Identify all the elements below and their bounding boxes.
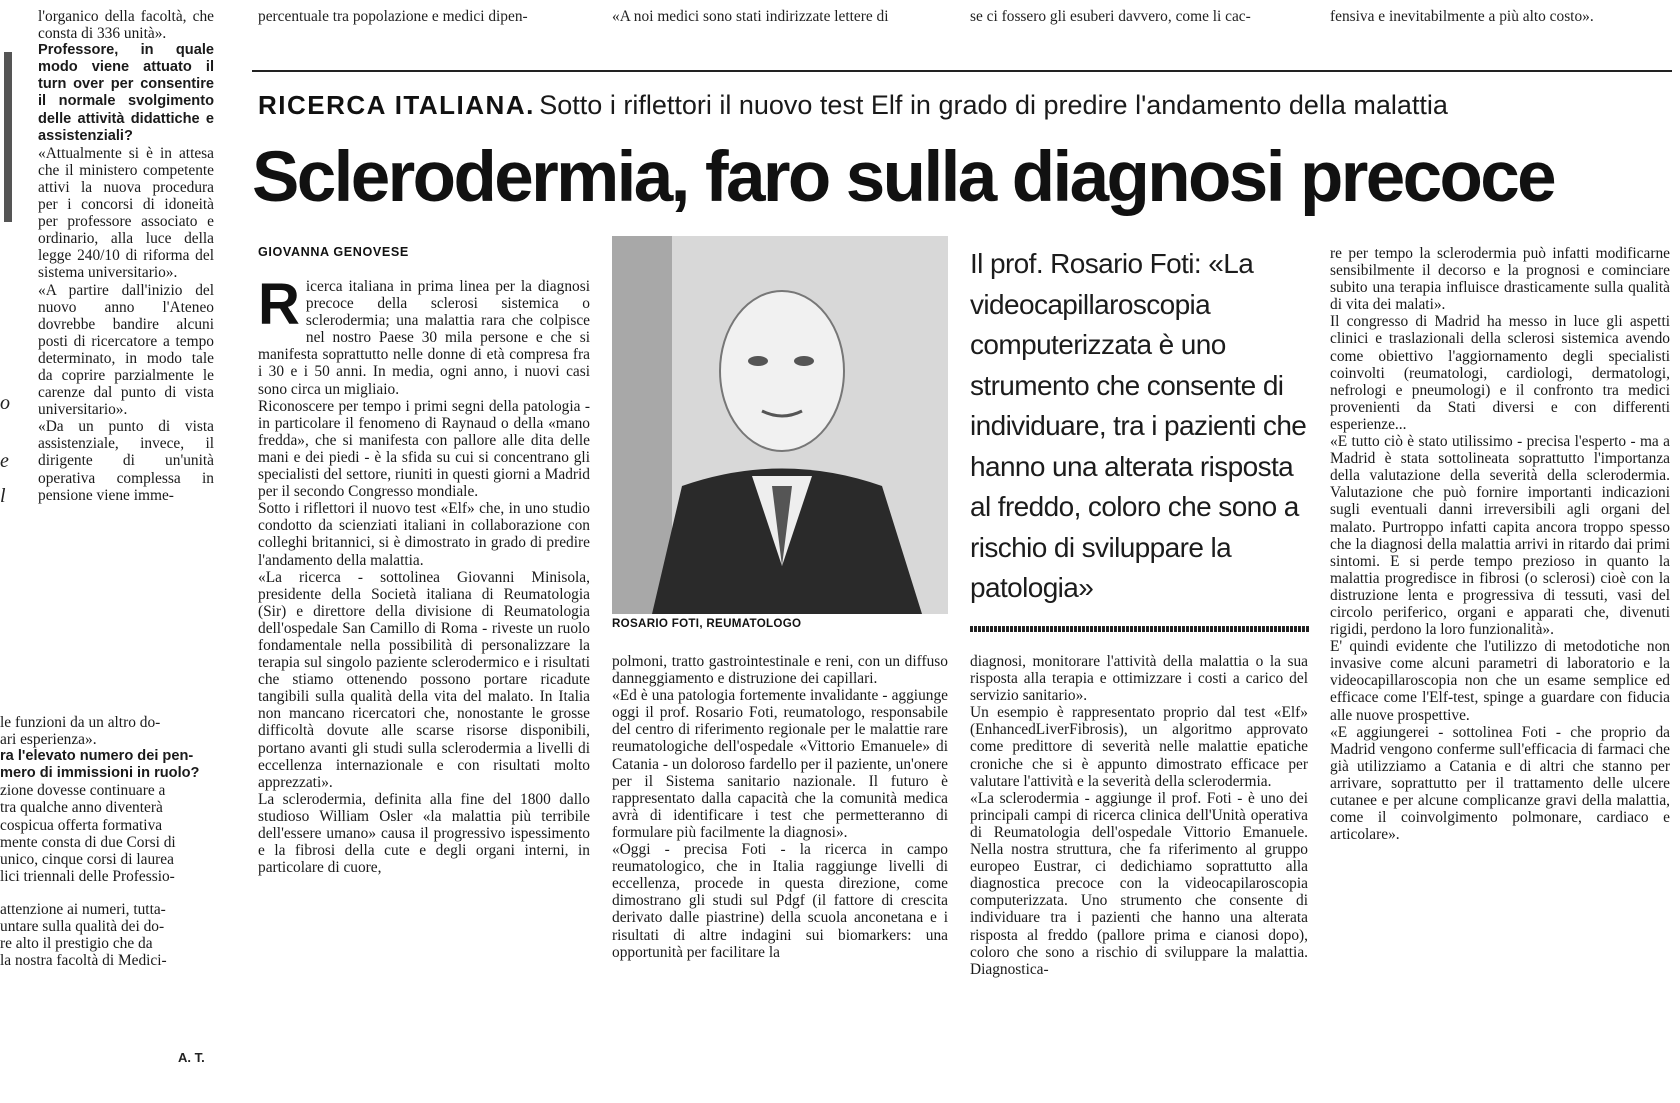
- spacer: [0, 885, 214, 901]
- left-col-text: ari esperienza».: [0, 731, 97, 749]
- article-paragraph: La sclerodermia, definita alla fine del 1800 dallo studioso William Osler «la malattia più terribile dell'essere umano» causa il progressivo ispessimento e la fibrosi della cute e degli organi interni, in particolare di cuore,: [258, 790, 590, 877]
- top-strip-text-1: percentuale tra popolazione e medici dipen-: [258, 8, 528, 25]
- margin-mark: l: [0, 485, 6, 507]
- article-paragraph: Riconoscere per tempo i primi segni della patologia - in particolare il fenomeno di Raynaud o della «mano fredda», che si manifesta con pallore alle dita delle mani e dei piedi - è la sfida su cui si concentrano gli specialisti del settore, riuniti in questi giorni a Madrid per il secondo Congresso mondiale.: [258, 397, 590, 501]
- article-paragraph: «Ed è una patologia fortemente invalidante - aggiunge oggi il prof. Rosario Foti, reumatologo, responsabile del centro di riferimento regionale per le malattie rare reumatologiche dell'ospedale «Vittorio Emanuele» di Catania - un doloroso fardello per il paziente, un'onere per il Sistema sanitario nazionale. Il futuro è rappresentato dalla capacità che la comunità medica avrà di identificare i test che permetteranno di formulare più facilmente la diagnosi».: [612, 687, 948, 841]
- article-paragraph: «E tutto ciò è stato utilissimo - precisa l'esperto - ma a Madrid è stata sottolineata soprattutto l'importanza della valutazione della severità della sclerodermia. Valutazione che può fornire importanti indicazioni sugli eventuali danni irreversibili agli organi del malato. Purtroppo infatti capita ancora troppo spesso che la diagnosi della malattia arrivi in ritardo dai primi sintomi. E si perde tempo prezioso in quanto la malattia progredisce in fibrosi (o sclerosi) cioè con la distruzione lenta e progressiva di tessuti, vasi del circolo periferico, organi e apparati che, divenuti rigidi, perdono la loro funzionalità».: [1330, 433, 1670, 639]
- article-paragraph: Un esempio è rappresentato proprio dal test «Elf» (EnhancedLiverFibrosis), un algoritmo approvato come predittore di severità nelle malattie epatiche croniche che si è appunto dimostrato efficace per valutare l'attività e la severità della sclerodermia.: [970, 704, 1308, 790]
- article-paragraph: «La ricerca - sottolinea Giovanni Minisola, presidente della Società italiana di Reumatologia (Sir) e direttore della divisione di Reumatologia dell'ospedale San Camillo di Roma - riveste un ruolo fondamentale nella possibilità di personalizzare la terapia sul singolo paziente sclerodermico e i risultati che stiamo ottenendo possono portare ricadute tangibili sulla qualità della vita del malato. In Italia non mancano ricercatori che, nonostante le grosse difficoltà dovute alle scarse risorse disponibili, portano avanti gli studi sulla sclerodermia a livelli di eccellenza internazionale e con risultati molto apprezzati».: [258, 568, 590, 791]
- article-paragraph: Il congresso di Madrid ha messo in luce gli aspetti clinici e traslazionali della sclerosi sistemica avendo come obiettivo l'aggiornamento degli specialisti coinvolti (reumatologi, cardiologi, dermatologi, nefrologi e pneumologi) e il confronto tra medici provenienti da Stati diversi e con differenti esperienze...: [1330, 313, 1670, 433]
- left-col-text: la nostra facoltà di Medici-: [0, 952, 167, 970]
- margin-mark: e: [0, 450, 9, 472]
- left-col-text: tra qualche anno diventerà: [0, 799, 163, 817]
- article-paragraph: re per tempo la sclerodermia può infatti modificarne sensibilmente il decorso e la prognosi e cominciare subito una terapia influisce drasticamente sulla qualità di vita dei malati».: [1330, 245, 1670, 314]
- margin-mark: o: [0, 392, 10, 414]
- left-col-text: unico, cinque corsi di laurea: [0, 850, 174, 868]
- article-paragraph: icerca italiana in prima linea per la diagnosi precoce della sclerosi sistemica o sclerodermia; una malattia rara che colpisce nel nostro Paese 30 mila persone e che si manifesta soprattutto nelle donne di età compresa fra i 30 e i 50 anni. In media, ogni anno, i nuovi casi sono circa un migliaio.: [258, 278, 590, 398]
- left-column-bar: [4, 52, 12, 222]
- left-col-text: zione dovesse continuare a: [0, 782, 166, 800]
- author-signature: A. T.: [178, 1050, 205, 1065]
- left-col-text: «Attualmente si è in attesa che il ministero competente attivi la nuova procedura per i concorsi di idoneità per professore associato e ordinario, alla luce della legge 240/10 di riforma del sistema universitario».: [38, 144, 214, 282]
- pullquote-rule: [970, 626, 1310, 632]
- interview-question: mero di immissioni in ruolo?: [0, 765, 200, 782]
- article-column-3: [970, 653, 1308, 1098]
- kicker-text: Sotto i riflettori il nuovo test Elf in grado di predire l'andamento della malattia: [539, 90, 1448, 120]
- left-col-text: «Da un punto di vista assistenziale, invece, il dirigente di un'unità operativa complessa in pensione viene imme-: [38, 418, 214, 504]
- top-strip-text-4: fensiva e inevitabilmente a più alto costo».: [1330, 8, 1594, 25]
- article-paragraph: «Oggi - precisa Foti - la ricerca in campo reumatologico, che in Italia raggiunge livelli di eccellenza, procede in questa direzione, come dimostrano gli studi sul Pdgf (il fattore di crescita derivato dalle piastrine) della scuola anconetana e i risultati di altre indagini sui biomarkers: una opportunità per facilitare la: [612, 841, 948, 961]
- article-column-4: [1330, 245, 1670, 1098]
- portrait-illustration: [612, 236, 948, 614]
- header-rule: [252, 70, 1672, 72]
- article-column-2: [612, 653, 948, 1098]
- left-col-text: le funzioni da un altro do-: [0, 714, 161, 731]
- drop-cap: R: [258, 278, 300, 337]
- article-paragraph: Sotto i riflettori il nuovo test «Elf» che, in uno studio condotto da scienziati italiani in collaborazione con colleghi britannici, si è dimostrato in grado di predire l'andamento della malattia.: [258, 500, 590, 569]
- article-paragraph: polmoni, tratto gastrointestinale e reni, con un diffuso danneggiamento e distruzione dei capillari.: [612, 653, 948, 688]
- article-column-1: [258, 278, 590, 1098]
- left-col-text: l'organico della facoltà, che consta di 336 unità».: [38, 8, 214, 43]
- pull-quote: Il prof. Rosario Foti: «La videocapillaroscopia computerizzata è uno strumento che consente di individuare, tra i pazienti che hanno una alterata risposta al freddo, coloro che sono a rischio di sviluppare la patologia»: [970, 248, 1307, 603]
- article-kicker: [258, 90, 1668, 130]
- left-col-text: untare sulla qualità dei do-: [0, 918, 165, 936]
- left-col-text: cospicua offerta formativa: [0, 816, 163, 834]
- photo-caption: ROSARIO FOTI, REUMATOLOGO: [612, 617, 802, 630]
- article-headline: Sclerodermia, faro sulla diagnosi precoce: [252, 138, 1555, 217]
- interview-question: Professore, in quale modo viene attuato il turn over per consentire il normale svolgimento delle attività didattiche e assistenziali?: [38, 42, 214, 144]
- left-column-cut: [0, 714, 214, 1044]
- top-strip-text-2: «A noi medici sono stati indirizzate lettere di: [612, 8, 889, 25]
- portrait-photo: [612, 236, 948, 614]
- article-paragraph: «E aggiungerei - sottolinea Foti - che proprio da Madrid vengono conferme sull'efficacia di farmaci che già utilizziamo a Catania e di altri che stanno per arrivare, soprattutto per il trattamento delle ulcere cutanee e per alcune complicanze gravi della malattia, come il coinvolgimento polmonare, cardiaco e articolare».: [1330, 723, 1670, 844]
- article-paragraph: diagnosi, monitorare l'attività della malattia o la sua risposta alla terapia e ottimizzare i costi a carico del servizio sanitario».: [970, 653, 1308, 705]
- left-col-text: attenzione ai numeri, tutta-: [0, 900, 166, 918]
- left-col-text: lici triennali delle Professio-: [0, 867, 175, 885]
- top-strip-text-3: se ci fossero gli esuberi davvero, come li cac-: [970, 8, 1251, 25]
- left-col-text: mente consta di due Corsi di: [0, 833, 176, 851]
- article-paragraph: E' quindi evidente che l'utilizzo di metodotiche non invasive come alcuni parametri di laboratorio e la videocapillaroscopia non che un esame semplice ed efficace come l'Elf-test, spinge a guardare con fiducia alle nuove prospettive.: [1330, 638, 1670, 724]
- article-paragraph: «La sclerodermia - aggiunge il prof. Foti - è uno dei principali campi di ricerca clinica dell'Unità operativa di Reumatologia dell'ospedale Vittorio Emanuele. Nella nostra struttura, che fa riferimento al gruppo europeo Eustrar, ci dedichiamo soprattutto alla diagnostica precoce con la videocapilaroscopia computerizzata. Uno strumento che consente di individuare tra i pazienti che hanno una alterata risposta al freddo (pallore prima e cianosi dopo), coloro che sono a rischio di sviluppare la malattia. Diagnostica-: [970, 789, 1308, 978]
- kicker-tag: RICERCA ITALIANA.: [258, 90, 535, 120]
- left-col-text: re alto il prestigio che da: [0, 935, 153, 953]
- article-byline: GIOVANNA GENOVESE: [258, 245, 409, 259]
- interview-question: ra l'elevato numero dei pen-: [0, 748, 194, 765]
- left-col-text: «A partire dall'inizio del nuovo anno l'Ateneo dovrebbe bandire alcuni posti di ricercatore a tempo determinato, in modo tale da coprire parzialmente le carenze dal punto di vista universitario».: [38, 281, 214, 419]
